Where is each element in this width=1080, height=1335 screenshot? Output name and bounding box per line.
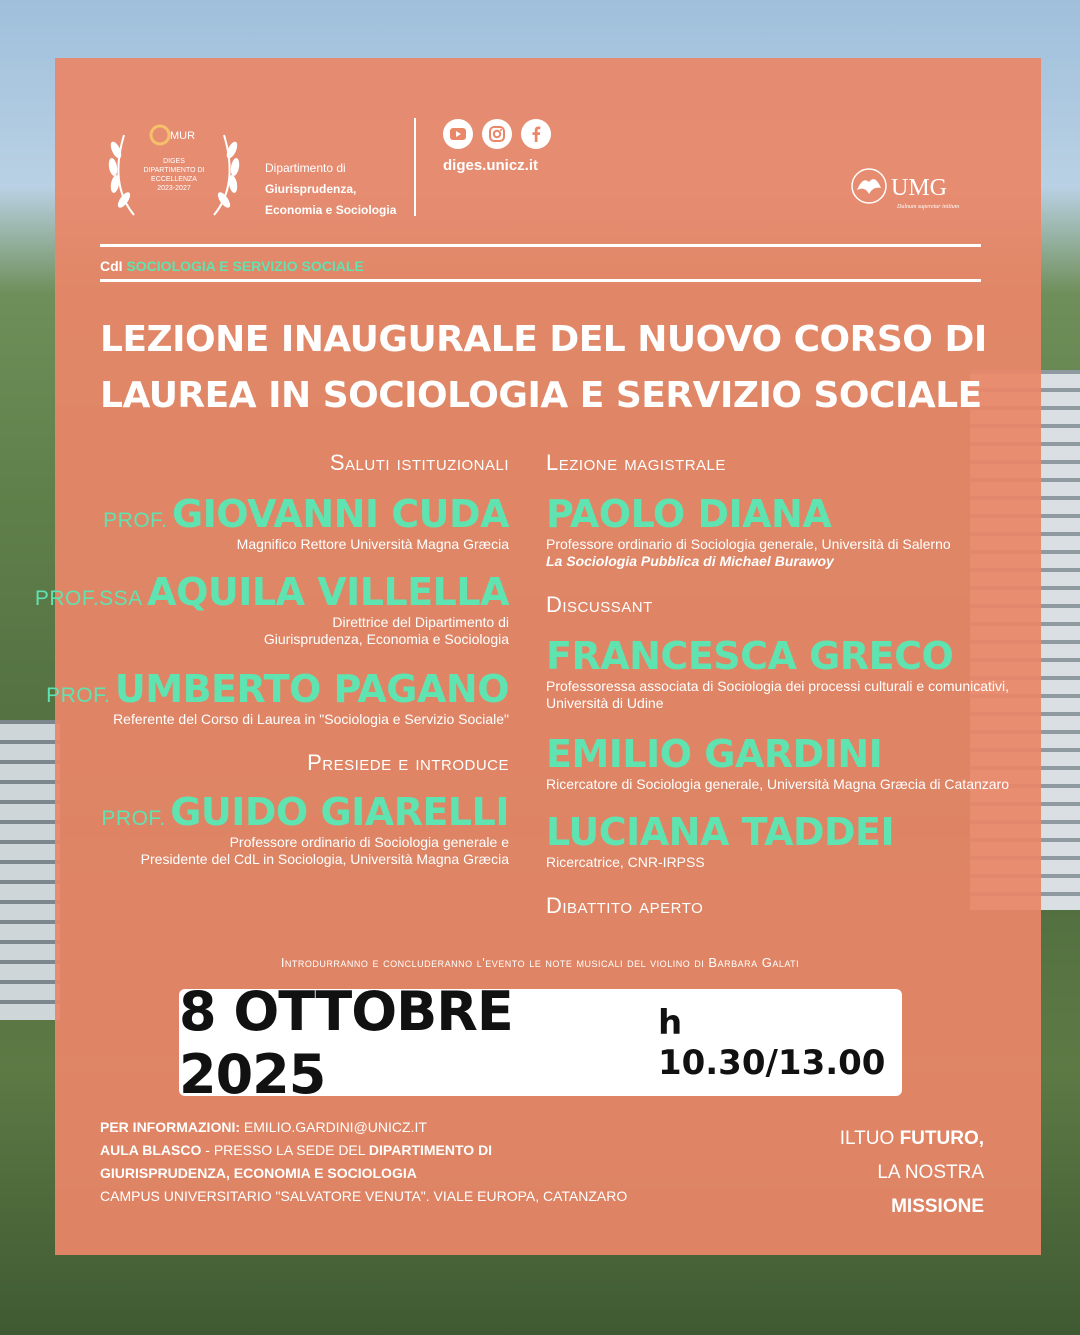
speaker-pagano: PROF. UMBERTO PAGANO Referente del Corso di Laurea in "Sociologia e Servizio Sociale"	[46, 667, 509, 727]
youtube-icon[interactable]	[443, 119, 473, 149]
speaker-gardini: EMILIO GARDINI Ricercatore di Sociologia generale, Università Magna Græcia di Catanzaro	[546, 732, 1010, 792]
svg-text:DIPARTIMENTO DI: DIPARTIMENTO DI	[143, 167, 205, 174]
contact-email[interactable]: EMILIO.GARDINI@UNICZ.IT	[243, 1119, 427, 1135]
music-note: Introdurranno e concluderanno l'evento le note musicali del violino di Barbara Galati	[280, 955, 800, 970]
speaker-diana: PAOLO DIANA Professore ordinario di Sociologia generale, Università di Salerno La Sociologia Pubblica di Michael Burawoy	[546, 492, 951, 569]
svg-text:UMG: UMG	[891, 175, 948, 201]
department-name: Dipartimento di Giurisprudenza, Economia e Sociologia	[265, 161, 397, 217]
event-date-box	[179, 979, 902, 1106]
speaker-giarelli: PROF. GUIDO GIARELLI Professore ordinario di Sociologia generale e Presidente del CdL in Sociologia, Università Magna Græcia	[101, 790, 509, 867]
instagram-icon[interactable]	[482, 119, 512, 149]
badge-mur: MUR	[170, 130, 196, 142]
section-dibattito: Dibattito aperto	[546, 893, 704, 918]
section-presiede: Presiede e introduce	[307, 750, 509, 775]
divider-top	[100, 244, 981, 247]
event-date: 8 OTTOBRE 2025	[179, 979, 513, 1106]
divider-bottom	[100, 279, 981, 282]
svg-text:ECCELLENZA: ECCELLENZA	[151, 176, 197, 183]
event-title: LEZIONE INAUGURALE DEL NUOVO CORSO DI LAUREA IN SOCIOLOGIA E SERVIZIO SOCIALE	[100, 319, 987, 416]
speaker-villella: PROF.SSA AQUILA VILLELLA Direttrice del Dipartimento di Giurisprudenza, Economia e Sociologia	[34, 570, 509, 647]
course-label: CdI SOCIOLOGIA E SERVIZIO SOCIALE	[100, 258, 364, 274]
event-info: PER INFORMAZIONI: EMILIO.GARDINI@UNICZ.IT AULA BLASCO - PRESSO LA SEDE DEL DIPARTIMENTO DI GIURISPRUDENZA, ECONOMIA E SOCIOLOGIA CAMPUS UNIVERSITARIO "SALVATORE VENUTA". VIALE EUROPA, CATANZARO	[100, 1119, 628, 1204]
svg-text:2023-2027: 2023-2027	[157, 185, 191, 192]
svg-text:Dulnum superetur initium: Dulnum superetur initium	[897, 204, 960, 210]
event-time: h 10.30/13.00	[657, 1002, 886, 1083]
svg-text:DIGES: DIGES	[163, 158, 185, 165]
section-discussant: Discussant	[546, 592, 653, 617]
building-left	[0, 720, 60, 1020]
speaker-greco: FRANCESCA GRECO Professoressa associata di Sociologia dei processi culturali e comunicativi, Università di Udine	[546, 634, 1009, 711]
social-links	[443, 119, 551, 149]
slogan: ILTUO FUTURO, LA NOSTRA MISSIONE	[839, 1128, 984, 1217]
facebook-icon[interactable]	[521, 119, 551, 149]
header-divider	[414, 118, 416, 216]
section-lezione: Lezione magistrale	[546, 450, 726, 475]
website-link[interactable]: diges.unicz.it	[443, 157, 539, 174]
speaker-taddei: LUCIANA TADDEI Ricercatrice, CNR-IRPSS	[546, 810, 895, 870]
excellence-laurel-badge	[104, 115, 244, 220]
umg-logo	[847, 168, 971, 212]
speaker-cuda: PROF. GIOVANNI CUDA Magnifico Rettore Università Magna Græcia	[103, 492, 509, 552]
section-saluti: Saluti istituzionali	[329, 450, 509, 475]
